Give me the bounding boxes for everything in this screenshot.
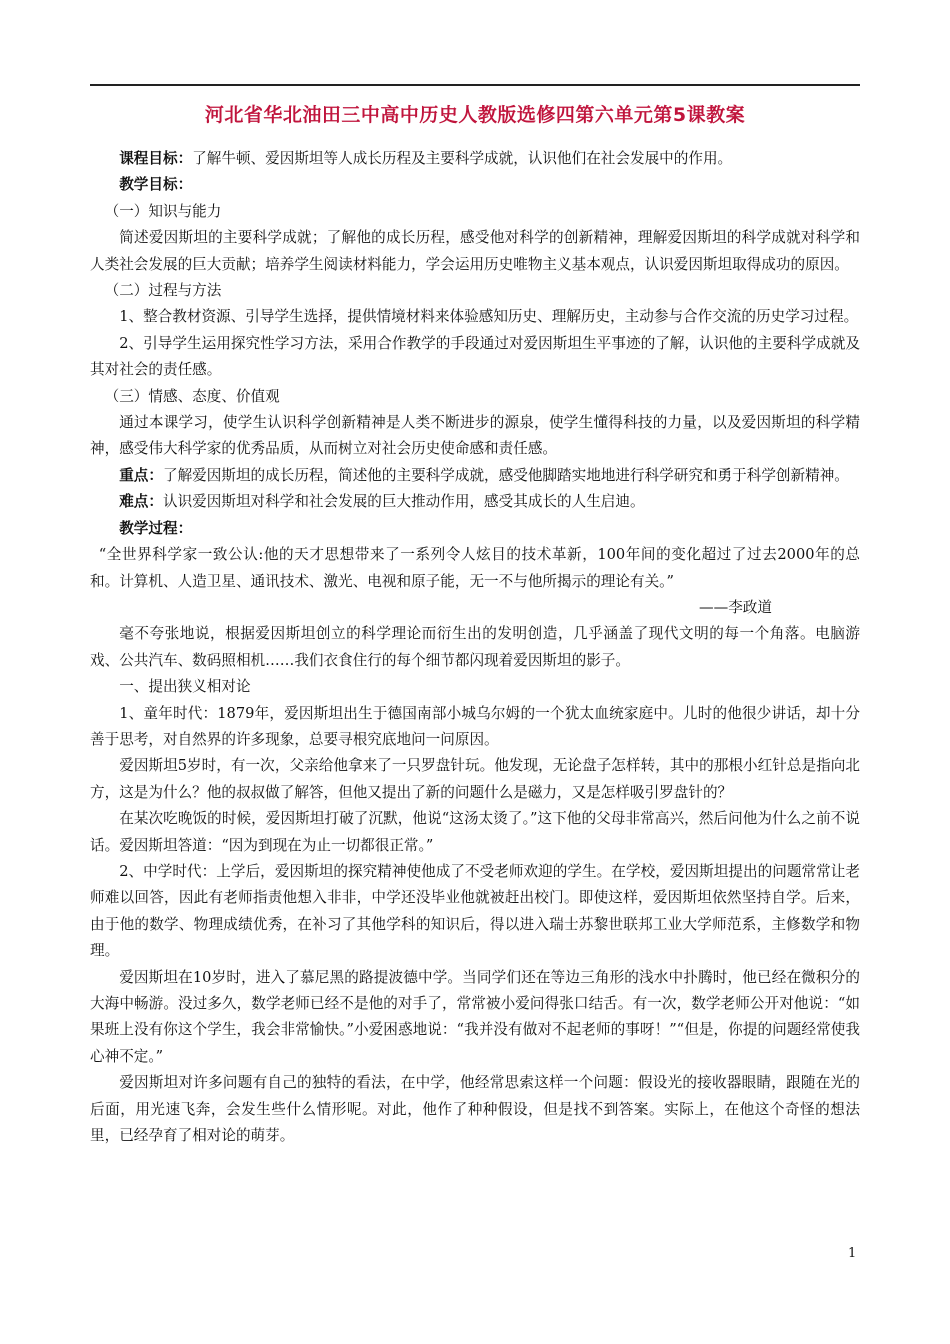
key-point-label: 重点： <box>119 466 163 484</box>
light-paragraph: 爱因斯坦对许多问题有自己的独特的看法，在中学，他经常思索这样一个问题：假设光的接收器眼睛，跟随在光的后面，用光速飞奔，会发生些什么情形呢。对此，他作了种种假设，但是找不到答案。实际上，在他这个奇怪的想法里，已经孕育了相对论的萌芽。 <box>90 1074 860 1145</box>
compass-paragraph: 爱因斯坦5岁时，有一次，父亲给他拿来了一只罗盘针玩。他发现，无论盘子怎样转，其中的那根小红针总是指向北方，这是为什么？他的叔叔做了解答，但他又提出了新的问题什么是磁力，又是怎样吸引罗盘针的？ <box>90 757 860 801</box>
soup-paragraph: 在某次吃晚饭的时候，爱因斯坦打破了沉默，他说“这汤太烫了。”这下他的父母非常高兴，然后问他为什么之前不说话。爱因斯坦答道：“因为到现在为止一切都很正常。” <box>90 810 860 854</box>
section-knowledge-heading: （一）知识与能力 <box>104 202 222 220</box>
document-title: 河北省华北油田三中高中历史人教版选修四第六单元第5课教案 <box>204 104 746 126</box>
quote-paragraph: “全世界科学家一致公认:他的天才思想带来了一系列令人炫目的技术革新，100年间的变化超过了过去2000年的总和。计算机、人造卫星、通讯技术、激光、电视和原子能，无一不与他所揭示的理论有关。” <box>90 546 860 590</box>
munich-paragraph: 爱因斯坦在10岁时，进入了慕尼黑的路提波德中学。当同学们还在等边三角形的浅水中扑腾时，他已经在微积分的大海中畅游。没过多久，数学老师已经不是他的对手了，常常被小爱问得张口结舌。有一次，数学老师公开对他说：“如果班上没有你这个学生，我会非常愉快。”小爱困惑地说：“我并没有做对不起老师的事呀！”“但是，你提的问题经常使我心神不定。” <box>90 968 860 1065</box>
course-goal-text: 了解牛顿、爱因斯坦等人成长历程及主要科学成就，认识他们在社会发展中的作用。 <box>192 150 733 167</box>
course-goal-paragraph <box>90 146 860 172</box>
section-values-heading: （三）情感、态度、价值观 <box>104 387 280 405</box>
header-rule <box>90 84 860 86</box>
process-item-2: 2、引导学生运用探究性学习方法，采用合作教学的手段通过对爱因斯坦生平事迹的了解，认识他的主要科学成就及其对社会的责任感。 <box>90 334 860 379</box>
middle-school-paragraph: 2、中学时代：上学后，爱因斯坦的探究精神使他成了不受老师欢迎的学生。在学校，爱因斯坦提出的问题常常让老师难以回答，因此有老师指责他想入非非，中学还没毕业他就被赶出校门。即使这样，爱因斯坦依然坚持自学。后来，由于他的数学、物理成绩优秀，在补习了其他学科的知识后，得以进入瑞士苏黎世联邦工业大学师范系，主修数学和物理。 <box>90 862 860 960</box>
page-number: 1 <box>848 1246 857 1261</box>
section-process-heading: （二）过程与方法 <box>104 282 222 300</box>
teaching-goal-heading: 教学目标： <box>119 176 193 194</box>
teaching-process-heading: 教学过程： <box>119 519 193 537</box>
part1-heading: 一、提出狭义相对论 <box>119 678 251 696</box>
section-knowledge-text: 简述爱因斯坦的主要科学成就；了解他的成长历程，感受他对科学的创新精神，理解爱因斯坦的科学成就对科学和人类社会发展的巨大贡献；培养学生阅读材料能力，学会运用历史唯物主义基本观点，认识爱因斯坦取得成功的原因。 <box>90 229 860 273</box>
quote-author: ——李政道 <box>699 598 772 616</box>
childhood-paragraph: 1、童年时代：1879年，爱因斯坦出生于德国南部小城乌尔姆的一个犹太血统家庭中。儿时的他很少讲话，却十分善于思考，对自然界的许多现象，总要寻根究底地问一问原因。 <box>90 704 860 748</box>
influence-paragraph: 毫不夸张地说，根据爱因斯坦创立的科学理论而衍生出的发明创造，几乎涵盖了现代文明的每一个角落。电脑游戏、公共汽车、数码照相机……我们衣食住行的每个细节都闪现着爱因斯坦的影子。 <box>90 625 860 669</box>
difficulty-paragraph: 难点：认识爱因斯坦对科学和社会发展的巨大推动作用，感受其成长的人生启迪。 <box>119 493 645 511</box>
difficulty-label: 难点： <box>119 493 163 511</box>
document-body <box>90 146 860 1149</box>
section-values-text: 通过本课学习，使学生认识科学创新精神是人类不断进步的源泉，使学生懂得科技的力量，以及爱因斯坦的科学精神，感受伟大科学家的优秀品质，从而树立对社会历史使命感和责任感。 <box>90 414 860 458</box>
course-goal-label: 课程目标： <box>119 150 193 167</box>
process-item-1: 1、整合教材资源、引导学生选择，提供情境材料来体验感知历史、理解历史，主动参与合作交流的历史学习过程。 <box>119 308 859 326</box>
key-point-paragraph: 重点：了解爱因斯坦的成长历程，简述他的主要科学成就，感受他脚踏实地地进行科学研究和勇于科学创新精神。 <box>119 466 849 484</box>
